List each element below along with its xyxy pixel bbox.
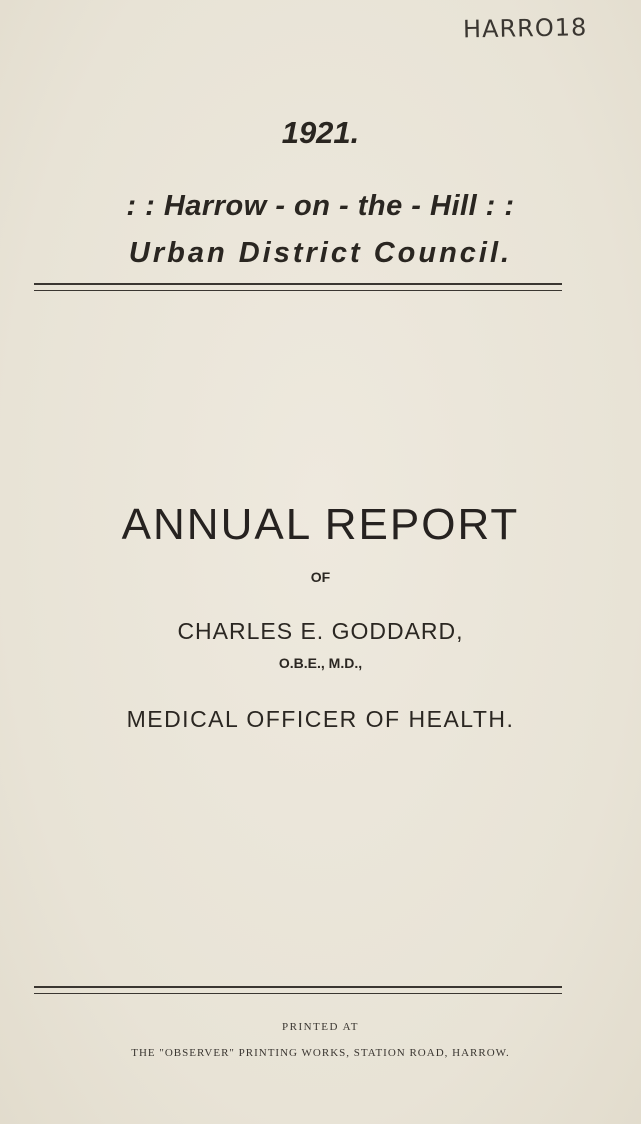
printed-at-label: PRINTED AT: [281, 1021, 360, 1033]
council-name-line-1: : : Harrow - on - the - Hill : :: [126, 190, 515, 222]
printer-imprint: THE "OBSERVER" PRINTING WORKS, STATION ROAD, HARROW.: [131, 1047, 510, 1059]
top-double-rule: [34, 283, 562, 291]
report-year: 1921.: [281, 115, 360, 150]
bottom-double-rule: [34, 986, 562, 994]
author-name: CHARLES E. GODDARD,: [177, 618, 464, 644]
author-qualifications: O.B.E., M.D.,: [278, 655, 363, 671]
council-name-line-2: Urban District Council.: [128, 237, 513, 269]
catalog-mark: HARRO18: [462, 13, 588, 44]
report-of: OF: [310, 569, 331, 585]
author-position: MEDICAL OFFICER OF HEALTH.: [126, 706, 515, 732]
report-title: ANNUAL REPORT: [121, 500, 520, 549]
